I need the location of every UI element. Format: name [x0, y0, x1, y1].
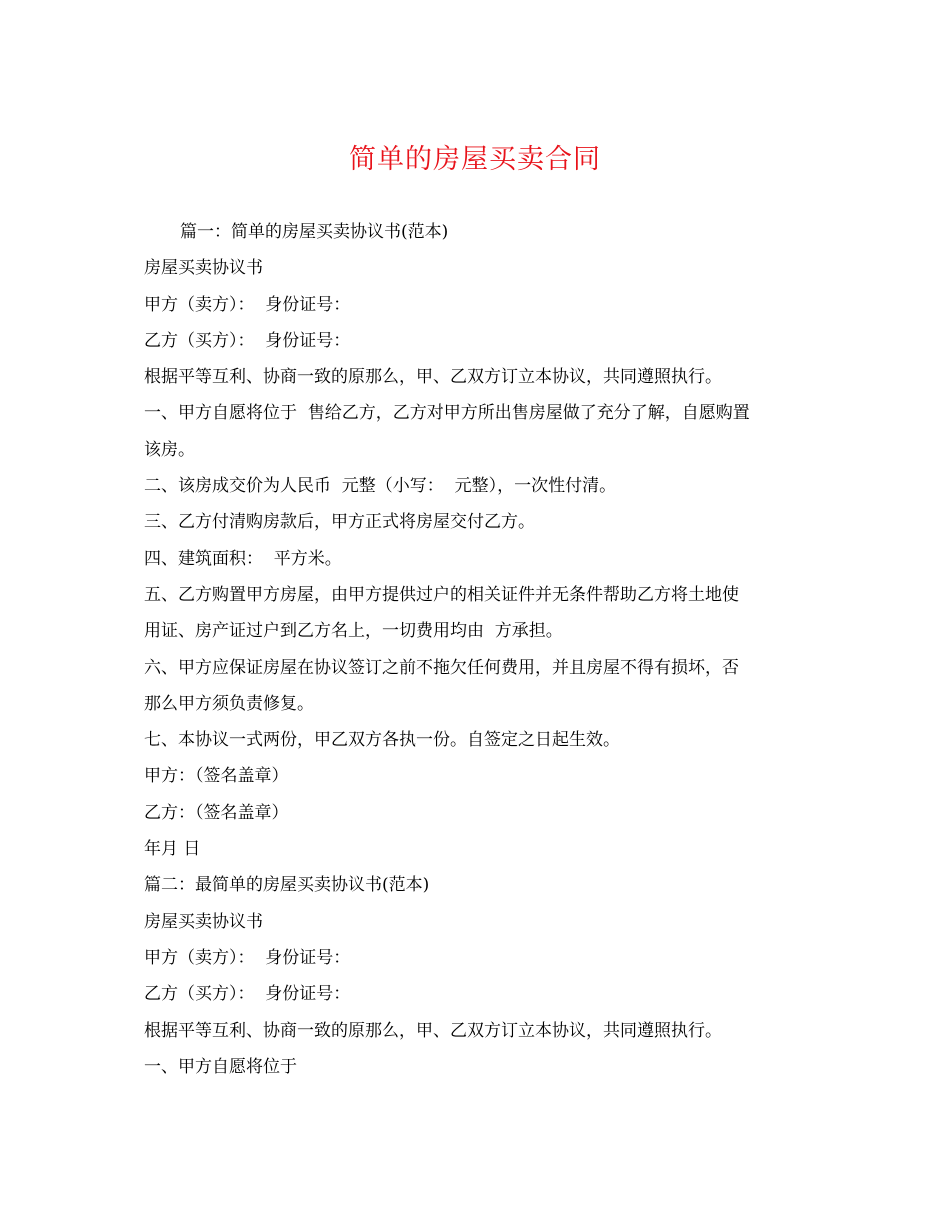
date-line: 年月 日	[144, 839, 201, 860]
document-title: 简单的房屋买卖合同	[349, 144, 601, 175]
clause-5-line-1: 五、乙方购置甲方房屋，由甲方提供过户的相关证件并无条件帮助乙方将土地使	[144, 584, 739, 605]
clause-3-line: 三、乙方付清购房款后，甲方正式将房屋交付乙方。	[144, 512, 535, 533]
clause-6-line-2: 那么甲方须负责修复。	[144, 693, 314, 714]
party-a-line-1: 甲方（卖方）： 身份证号：	[144, 294, 351, 315]
clause-1-line-1: 一、甲方自愿将位于 售给乙方，乙方对甲方所出售房屋做了充分了解，自愿购置	[144, 403, 750, 424]
party-b-line-1: 乙方（买方）： 身份证号：	[144, 330, 351, 351]
document-body	[144, 214, 814, 1085]
preamble-line-1: 根据平等互利、协商一致的原那么，甲、乙双方订立本协议，共同遵照执行。	[144, 367, 722, 388]
clause-5-line-2: 用证、房产证过户到乙方名上，一切费用均由 方承担。	[144, 621, 563, 642]
party-a-signature: 甲方：（签名盖章）	[144, 766, 289, 787]
clause-2-line: 二、该房成交价为人民币 元整（小写： 元整），一次性付清。	[144, 476, 617, 497]
clause-1-line-3: 一、甲方自愿将位于	[144, 1056, 297, 1077]
section-heading-1: 篇一：简单的房屋买卖协议书(范本)	[180, 222, 449, 242]
section-heading-2: 篇二：最简单的房屋买卖协议书(范本)	[144, 875, 430, 896]
clause-6-line-1: 六、甲方应保证房屋在协议签订之前不拖欠任何费用，并且房屋不得有损坏，否	[144, 657, 739, 678]
party-a-line-2: 甲方（卖方）： 身份证号：	[144, 947, 351, 968]
clause-4-line: 四、建筑面积： 平方米。	[144, 548, 342, 569]
agreement-title-1: 房屋买卖协议书	[144, 258, 263, 279]
clause-7-line: 七、本协议一式两份，甲乙双方各执一份。自签定之日起生效。	[144, 730, 620, 751]
agreement-title-2: 房屋买卖协议书	[144, 911, 263, 932]
preamble-line-2: 根据平等互利、协商一致的原那么，甲、乙双方订立本协议，共同遵照执行。	[144, 1020, 722, 1041]
party-b-line-2: 乙方（买方）： 身份证号：	[144, 984, 351, 1005]
clause-1-line-2: 该房。	[144, 439, 195, 460]
party-b-signature: 乙方：（签名盖章）	[144, 802, 289, 823]
